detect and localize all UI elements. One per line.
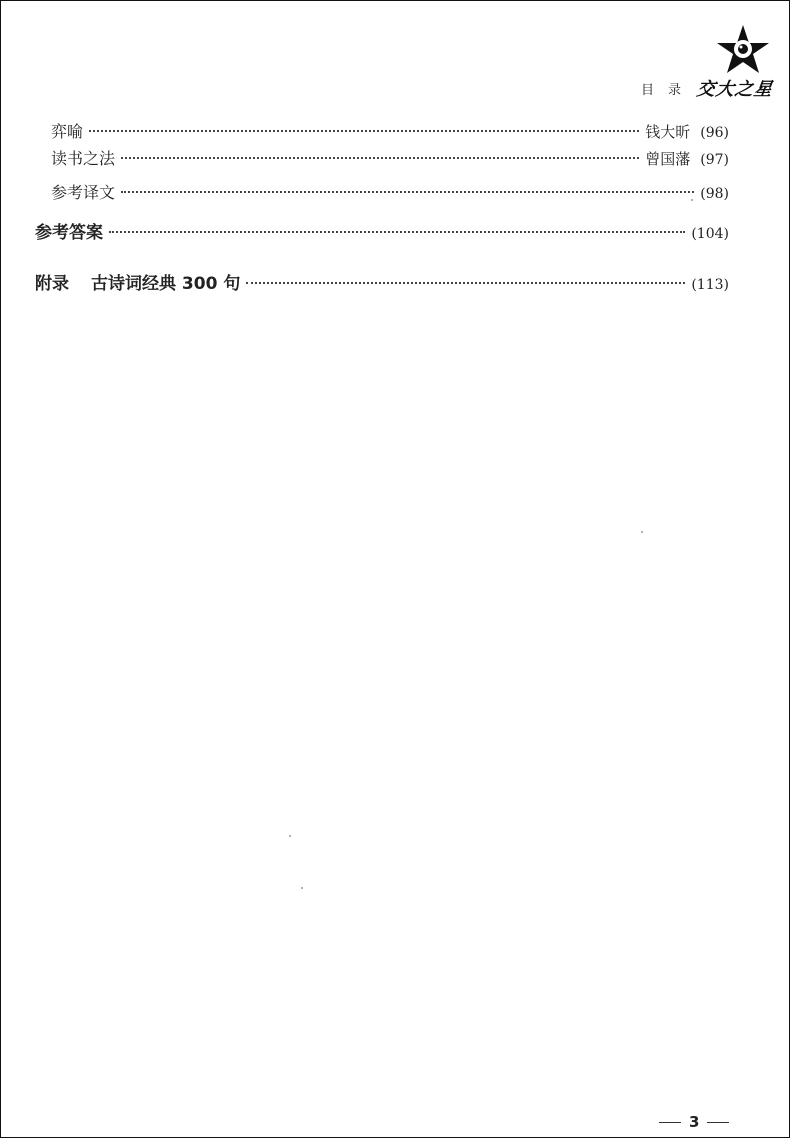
scan-speck	[641, 531, 643, 533]
toc-entry-page: (113)	[691, 277, 729, 293]
toc-entry-page: (96)	[700, 125, 729, 141]
dot-leader	[246, 282, 685, 284]
toc-entry[interactable]	[51, 119, 729, 142]
dot-leader	[121, 157, 639, 159]
toc-entry-author: 曾国藩	[645, 150, 691, 168]
toc-entry-page: (98)	[700, 186, 729, 202]
dot-leader	[121, 191, 694, 193]
toc-entry-title: 读书之法	[51, 149, 116, 168]
dot-leader	[109, 231, 685, 233]
page-number: 3	[689, 1113, 700, 1131]
star-eye-logo-icon	[707, 23, 773, 79]
toc-section-entry[interactable]	[35, 269, 729, 294]
header-section-label: 目录	[641, 82, 696, 98]
dot-leader	[89, 130, 639, 132]
toc-entry-title: 弈喻	[51, 122, 84, 141]
toc-section-title: 参考答案	[35, 223, 103, 243]
header-brand: 交大之星	[695, 79, 775, 100]
toc-entry-title: 参考译文	[51, 183, 116, 202]
toc-section-entry[interactable]	[35, 218, 729, 243]
toc-section-title: 古诗词经典 300 句	[91, 274, 241, 294]
toc-entry-author: 钱大昕	[645, 123, 691, 141]
scan-speck	[289, 835, 291, 837]
toc-entry-page: (104)	[691, 226, 729, 242]
running-header	[641, 75, 773, 101]
toc-entry-page: (97)	[700, 152, 729, 168]
page-footer	[651, 1113, 737, 1131]
scan-speck	[691, 199, 693, 201]
toc-entry[interactable]	[51, 146, 729, 169]
scan-speck	[301, 887, 303, 889]
footer-dash-right	[707, 1122, 729, 1123]
toc-section-prefix: 附录	[35, 274, 69, 294]
toc-entry[interactable]	[51, 180, 729, 203]
footer-dash-left	[659, 1122, 681, 1123]
